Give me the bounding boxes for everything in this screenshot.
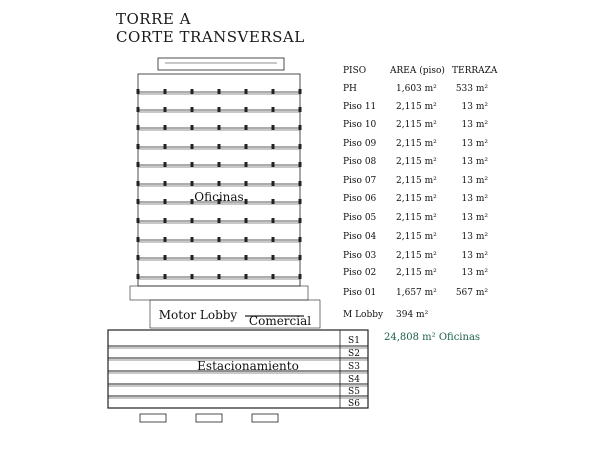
column-marker: [299, 89, 302, 94]
column-marker: [137, 181, 140, 186]
column-marker: [137, 144, 140, 149]
floor-area: 2,115 m²: [396, 157, 437, 167]
floor-name: Piso 04: [343, 232, 377, 242]
floor-terrace: 13 m²: [461, 194, 488, 204]
column-marker: [137, 125, 140, 130]
floor-area: 2,115 m²: [396, 194, 437, 204]
basement-level-label: S6: [348, 399, 360, 409]
column-marker: [191, 125, 194, 130]
floor-terrace: 13 m²: [461, 232, 488, 242]
column-marker: [218, 218, 221, 223]
column-marker: [164, 237, 167, 242]
column-marker: [191, 162, 194, 167]
tower-outline: [138, 74, 300, 286]
floor-terrace: 13 m²: [461, 120, 488, 130]
floor-area: 2,115 m²: [396, 232, 437, 242]
comercial-label: Comercial: [248, 314, 312, 328]
column-marker: [245, 181, 248, 186]
column-marker: [218, 125, 221, 130]
column-marker: [218, 274, 221, 279]
floor-name: Piso 06: [343, 194, 377, 204]
column-marker: [245, 255, 248, 260]
column-marker: [191, 89, 194, 94]
column-marker: [272, 144, 275, 149]
floor-terrace: 13 m²: [461, 176, 488, 186]
column-marker: [218, 162, 221, 167]
column-marker: [245, 107, 248, 112]
column-marker: [218, 107, 221, 112]
floor-name: Piso 09: [343, 139, 377, 149]
foundation-footing: [196, 414, 222, 422]
floor-name: M Lobby: [343, 310, 384, 320]
column-marker: [272, 181, 275, 186]
floor-name: PH: [343, 84, 357, 94]
column-marker: [245, 162, 248, 167]
column-marker: [218, 255, 221, 260]
floor-area: 2,115 m²: [396, 139, 437, 149]
column-marker: [272, 89, 275, 94]
column-marker: [245, 218, 248, 223]
column-marker: [137, 89, 140, 94]
floor-area: 2,115 m²: [396, 251, 437, 261]
floor-area: 1,657 m²: [396, 288, 437, 298]
column-marker: [299, 107, 302, 112]
floor-area: 2,115 m²: [396, 176, 437, 186]
column-marker: [245, 237, 248, 242]
column-marker: [245, 144, 248, 149]
column-marker: [191, 218, 194, 223]
floor-name: Piso 07: [343, 176, 377, 186]
column-marker: [272, 255, 275, 260]
column-marker: [191, 199, 194, 204]
column-marker: [299, 255, 302, 260]
drawing-subtitle: CORTE TRANSVERSAL: [116, 28, 305, 46]
floor-terrace: 13 m²: [461, 139, 488, 149]
column-marker: [245, 89, 248, 94]
floor-name: Piso 02: [343, 268, 377, 278]
column-marker: [191, 274, 194, 279]
floor-area: 394 m²: [396, 310, 429, 320]
floor-terrace: 13 m²: [461, 157, 488, 167]
floor-terrace: 13 m²: [461, 268, 488, 278]
column-marker: [272, 199, 275, 204]
column-marker: [164, 199, 167, 204]
column-marker: [218, 144, 221, 149]
column-marker: [164, 125, 167, 130]
column-marker: [218, 89, 221, 94]
motor-lobby-label: Motor Lobby: [158, 308, 238, 322]
column-marker: [299, 181, 302, 186]
column-marker: [299, 199, 302, 204]
column-marker: [299, 218, 302, 223]
estacionamiento-label: Estacionamiento: [197, 359, 299, 373]
column-marker: [164, 144, 167, 149]
column-marker: [272, 274, 275, 279]
basement-level-label: S1: [348, 336, 360, 346]
column-marker: [299, 274, 302, 279]
column-marker: [164, 107, 167, 112]
column-marker: [191, 255, 194, 260]
column-marker: [218, 181, 221, 186]
column-marker: [137, 107, 140, 112]
drawing-title: TORRE A: [116, 10, 191, 28]
column-marker: [272, 237, 275, 242]
floor-area: 2,115 m²: [396, 268, 437, 278]
floor-name: Piso 11: [343, 102, 377, 112]
podium-level: [130, 286, 308, 300]
column-marker: [191, 144, 194, 149]
column-marker: [137, 274, 140, 279]
floor-area: 2,115 m²: [396, 102, 437, 112]
column-marker: [191, 107, 194, 112]
column-marker: [191, 181, 194, 186]
floor-name: Piso 01: [343, 288, 377, 298]
column-marker: [137, 162, 140, 167]
column-marker: [245, 125, 248, 130]
column-marker: [299, 237, 302, 242]
column-marker: [272, 218, 275, 223]
floor-name: Piso 08: [343, 157, 377, 167]
basement-level-label: S3: [348, 362, 360, 372]
floor-name: Piso 10: [343, 120, 377, 130]
col-header-terraza: TERRAZA: [452, 66, 498, 76]
basement-level-label: S5: [348, 387, 360, 397]
foundation-footing: [140, 414, 166, 422]
total-oficinas: 24,808 m² Oficinas: [384, 332, 481, 343]
column-marker: [218, 237, 221, 242]
basement-level-label: S4: [348, 375, 360, 385]
floor-terrace: 567 m²: [455, 288, 488, 298]
column-marker: [245, 199, 248, 204]
col-header-piso: PISO: [343, 66, 367, 76]
column-marker: [137, 255, 140, 260]
basement-level-label: S2: [348, 349, 360, 359]
column-marker: [137, 237, 140, 242]
column-marker: [164, 218, 167, 223]
column-marker: [245, 274, 248, 279]
col-header-area: AREA (piso): [390, 66, 445, 76]
floor-terrace: 13 m²: [461, 102, 488, 112]
column-marker: [164, 181, 167, 186]
oficinas-label: Oficinas: [194, 190, 244, 204]
column-marker: [272, 162, 275, 167]
column-marker: [272, 107, 275, 112]
column-marker: [164, 274, 167, 279]
column-marker: [299, 125, 302, 130]
floor-terrace: 13 m²: [461, 213, 488, 223]
column-marker: [272, 125, 275, 130]
floor-name: Piso 03: [343, 251, 377, 261]
column-marker: [164, 255, 167, 260]
foundation-footing: [252, 414, 278, 422]
floor-terrace: 533 m²: [455, 84, 488, 94]
floor-name: Piso 05: [343, 213, 377, 223]
floor-area: 1,603 m²: [396, 84, 437, 94]
floor-area: 2,115 m²: [396, 213, 437, 223]
column-marker: [137, 218, 140, 223]
column-marker: [299, 162, 302, 167]
column-marker: [299, 144, 302, 149]
column-marker: [164, 89, 167, 94]
floor-terrace: 13 m²: [461, 251, 488, 261]
basement-level-labels: [348, 336, 360, 409]
roof-structure: [158, 58, 284, 70]
column-marker: [137, 199, 140, 204]
column-marker: [191, 237, 194, 242]
floor-area: 2,115 m²: [396, 120, 437, 130]
column-marker: [164, 162, 167, 167]
